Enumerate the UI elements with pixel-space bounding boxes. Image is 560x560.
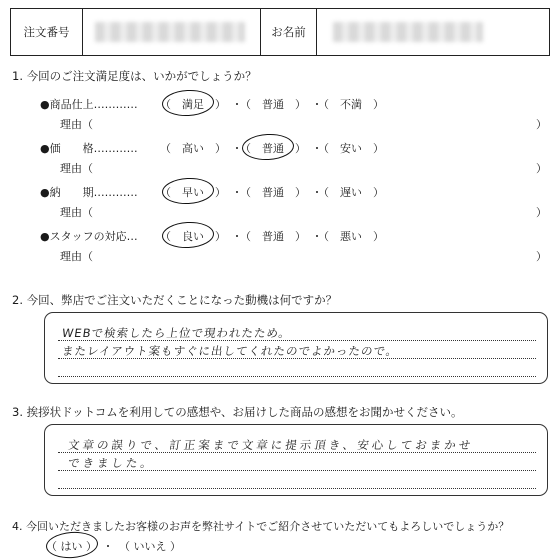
q1-option-label: 早い [182, 186, 204, 199]
paren: （ [318, 142, 340, 155]
q1-option[interactable] [240, 228, 323, 244]
q1-item-label: ●納 期………… [40, 186, 138, 199]
q3-title: 3. 挨拶状ドットコムを利用しての感想や、お届けした商品の感想をお聞かせください。 [12, 405, 463, 419]
reason-close-paren: ） [536, 206, 547, 219]
paren: ） ・ [284, 142, 323, 155]
answer-line [58, 376, 536, 377]
q2-answer-line-1: WEBで検索したら上位で現われたため。 [61, 326, 293, 340]
paren: ） ・ [204, 186, 243, 199]
paren: （ [240, 230, 262, 243]
redacted-order-number [95, 22, 245, 42]
q1-option[interactable] [318, 140, 384, 156]
paren: （ [240, 142, 262, 155]
q1-option[interactable] [160, 140, 243, 156]
q1-option-label: 普通 [262, 186, 284, 199]
q1-reason-field[interactable] [100, 114, 530, 130]
paren: （ [318, 230, 340, 243]
q3-answer-line-1: 文章の誤りで、訂正案まで文章に提示頂き、安心しておまかせ [67, 438, 475, 452]
q1-reason-field[interactable] [100, 158, 530, 174]
paren: ） ・ [284, 230, 323, 243]
order-number-value [83, 9, 261, 55]
q1-option-label: 遅い [340, 186, 362, 199]
paren: （ [160, 142, 182, 155]
q1-option-label: 普通 [262, 98, 284, 111]
paren: （ [160, 98, 182, 111]
q1-item-label: ●価 格………… [40, 142, 138, 155]
reason-close-paren: ） [536, 250, 547, 263]
q4-paren: （ [46, 540, 61, 553]
q4-option-no[interactable]: いいえ [133, 540, 167, 553]
name-label: お名前 [261, 9, 317, 55]
q1-option-label: 不満 [340, 98, 362, 111]
q2-title: 2. 今回、弊店でご注文いただくことになった動機は何ですか？ [12, 293, 338, 307]
q1-title: 1. 今回のご注文満足度は、いかがでしょうか？ [12, 69, 257, 83]
q1-option-label: 普通 [262, 230, 284, 243]
q1-reason-label: 理由（ [60, 162, 93, 175]
paren: ） [362, 98, 384, 111]
paren: （ [318, 186, 340, 199]
q4-title: 4. 今回いただきましたお客様のお声を弊社サイトでご紹介させていただいてもよろしいでしょうか？ [12, 520, 510, 533]
order-header-table [10, 8, 550, 56]
selected-circle-mark [45, 530, 99, 560]
q4-paren: ） [166, 540, 181, 553]
paren: ） ・ [204, 142, 243, 155]
q1-option-label: 普通 [262, 142, 284, 155]
q1-option[interactable] [318, 96, 384, 112]
paren: ） [362, 230, 384, 243]
name-value [317, 9, 549, 55]
reason-close-paren: ） [536, 162, 547, 175]
q1-reason-label: 理由（ [60, 250, 93, 263]
paren: （ [160, 186, 182, 199]
paren: （ [240, 186, 262, 199]
q2-answer-line-2: またレイアウト案もすぐに出してくれたのでよかったので。 [61, 344, 400, 358]
paren: ） ・ [204, 98, 243, 111]
q1-option[interactable] [240, 96, 323, 112]
q1-reason-field[interactable] [100, 246, 530, 262]
q1-reason-field[interactable] [100, 202, 530, 218]
redacted-name [333, 22, 483, 42]
reason-close-paren: ） [536, 118, 547, 131]
q1-option-label: 良い [182, 230, 204, 243]
q1-reason-label: 理由（ [60, 206, 93, 219]
paren: ） ・ [284, 186, 323, 199]
paren: （ [240, 98, 262, 111]
paren: ） [362, 186, 384, 199]
paren: （ [160, 230, 182, 243]
q1-reason-label: 理由（ [60, 118, 93, 131]
q1-option-label: 高い [182, 142, 204, 155]
q1-option[interactable] [318, 228, 384, 244]
q1-item-label: ●スタッフの対応… [40, 230, 138, 243]
answer-line [58, 488, 536, 489]
order-number-label: 注文番号 [11, 9, 83, 55]
q4-paren: ） ・ （ [82, 540, 134, 553]
q1-option[interactable] [240, 184, 323, 200]
q4-option-yes[interactable]: はい [60, 540, 83, 553]
q3-answer-line-2: できました。 [67, 456, 156, 470]
paren: ） ・ [204, 230, 243, 243]
paren: ） [362, 142, 384, 155]
q1-option-label: 満足 [182, 98, 204, 111]
q1-option-label: 悪い [340, 230, 362, 243]
q1-option-label: 安い [340, 142, 362, 155]
q1-item-label: ●商品仕上………… [40, 98, 138, 111]
q1-option[interactable] [318, 184, 384, 200]
paren: （ [318, 98, 340, 111]
paren: ） ・ [284, 98, 323, 111]
